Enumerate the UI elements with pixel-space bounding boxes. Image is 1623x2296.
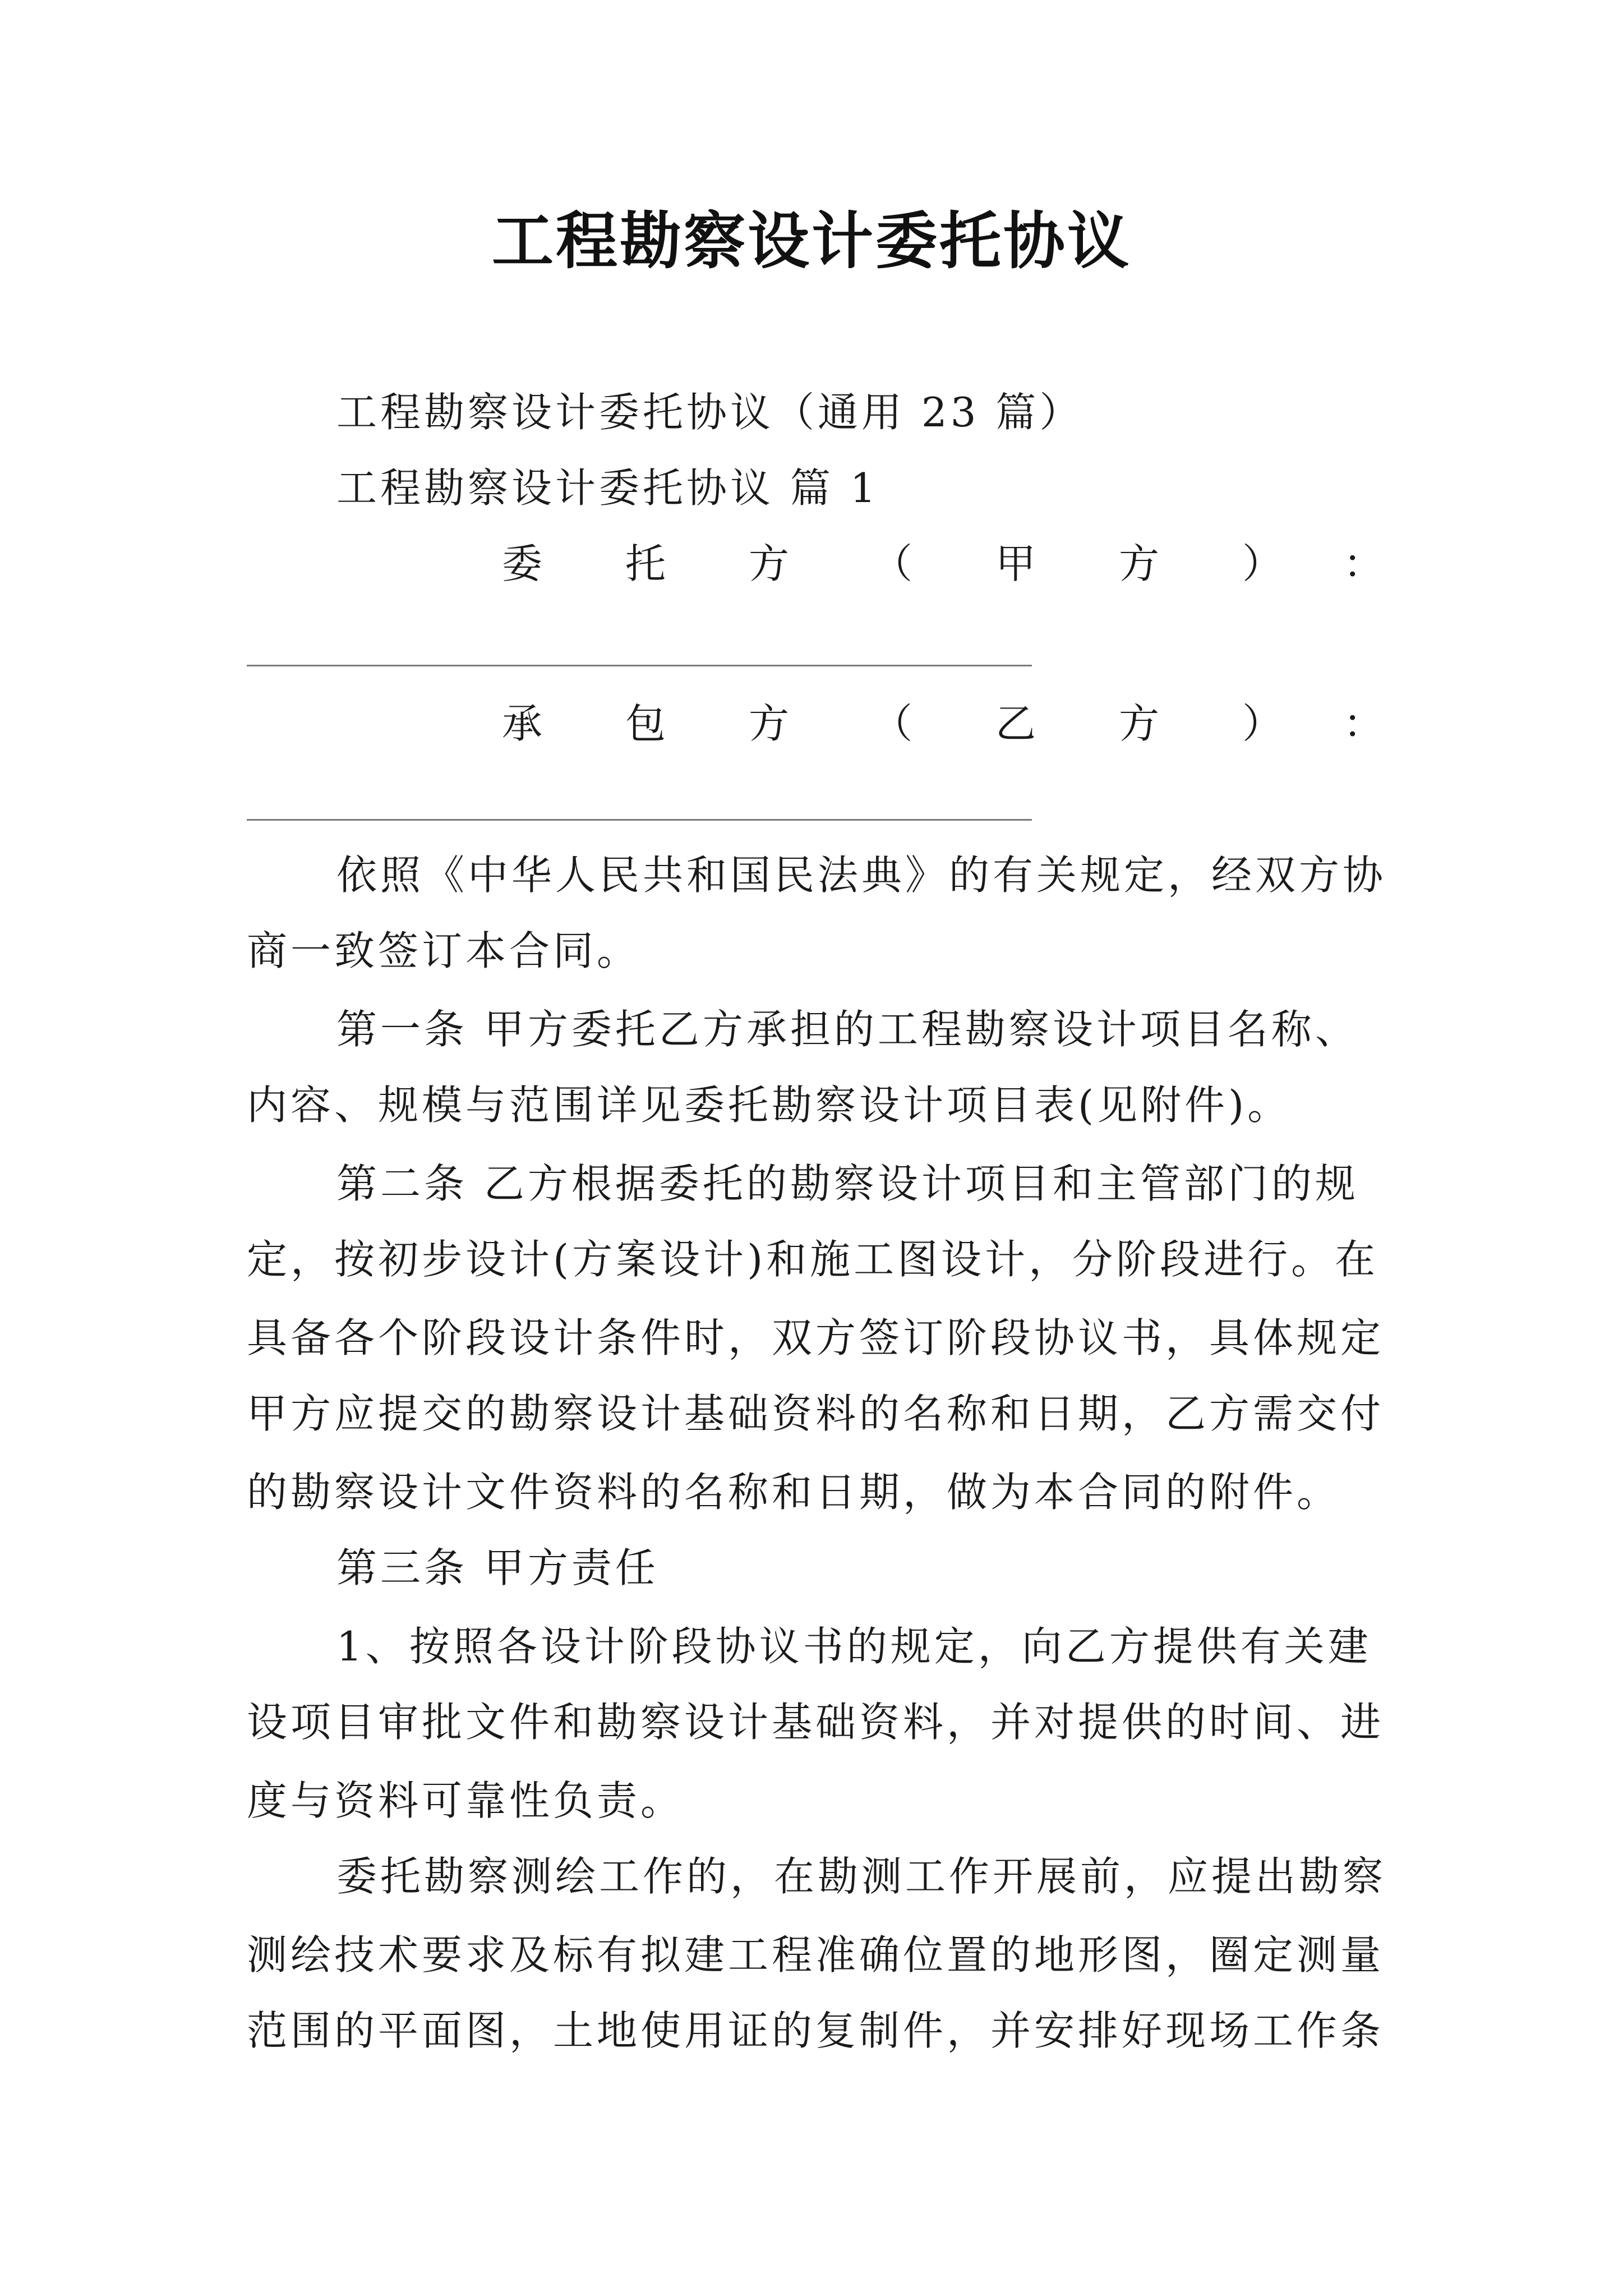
document-title: 工程勘察设计委托协议 bbox=[492, 205, 1131, 277]
party-a-char: 方 bbox=[749, 540, 790, 587]
party-a-row bbox=[502, 539, 1384, 589]
party-b-row bbox=[502, 698, 1384, 749]
body-line: 度与资料可靠性负责。 bbox=[247, 1777, 685, 1824]
body-line: 范围的平面图，土地使用证的复制件，并安排好现场工作条 bbox=[247, 2007, 1385, 2054]
body-line: 第二条 乙方根据委托的勘察设计项目和主管部门的规 bbox=[336, 1160, 1359, 1207]
party-b-blank-line bbox=[247, 819, 1032, 821]
body-line: 定，按初步设计(方案设计)和施工图设计，分阶段进行。在 bbox=[247, 1236, 1379, 1283]
body-line: 第一条 甲方委托乙方承担的工程勘察设计项目名称、 bbox=[336, 1006, 1359, 1053]
party-b-char: ） bbox=[1242, 700, 1283, 747]
party-b-char: 包 bbox=[625, 700, 666, 747]
body-line: 甲方应提交的勘察设计基础资料的名称和日期，乙方需交付 bbox=[247, 1390, 1385, 1437]
body-line: 具备各个阶段设计条件时，双方签订阶段协议书，具体规定 bbox=[247, 1314, 1385, 1361]
body-line: 内容、规模与范围详见委托勘察设计项目表(见附件)。 bbox=[247, 1082, 1292, 1129]
party-b-char: 乙 bbox=[995, 700, 1036, 747]
party-b-char: 方 bbox=[1119, 700, 1160, 747]
party-a-char: ： bbox=[1343, 540, 1384, 587]
party-b-char: 方 bbox=[749, 700, 790, 747]
document-subtitle: 工程勘察设计委托协议（通用 23 篇） bbox=[336, 389, 1083, 436]
body-line: 依照《中华人民共和国民法典》的有关规定，经双方协 bbox=[336, 852, 1387, 899]
party-a-blank-line bbox=[247, 665, 1032, 666]
section-heading: 工程勘察设计委托协议 篇 1 bbox=[336, 464, 879, 512]
body-line: 测绘技术要求及标有拟建工程准确位置的地形图，圈定测量 bbox=[247, 1931, 1385, 1978]
party-a-char: 委 bbox=[502, 540, 543, 587]
body-line: 的勘察设计文件资料的名称和日期，做为本合同的附件。 bbox=[247, 1469, 1341, 1516]
party-b-char: （ bbox=[872, 700, 913, 747]
body-line: 委托勘察测绘工作的，在勘测工作开展前，应提出勘察 bbox=[336, 1853, 1387, 1900]
party-a-char: 甲 bbox=[995, 540, 1036, 587]
party-b-char: ： bbox=[1343, 700, 1384, 747]
party-a-char: ） bbox=[1242, 540, 1283, 587]
party-a-char: （ bbox=[872, 540, 913, 587]
body-line: 1、按照各设计阶段协议书的规定，向乙方提供有关建 bbox=[336, 1623, 1372, 1670]
body-line: 设项目审批文件和勘察设计基础资料，并对提供的时间、进 bbox=[247, 1699, 1385, 1746]
party-a-char: 方 bbox=[1119, 540, 1160, 587]
body-line: 商一致签订本合同。 bbox=[247, 927, 641, 974]
body-line: 第三条 甲方责任 bbox=[336, 1544, 659, 1591]
party-a-char: 托 bbox=[625, 540, 666, 587]
party-b-char: 承 bbox=[502, 700, 543, 747]
